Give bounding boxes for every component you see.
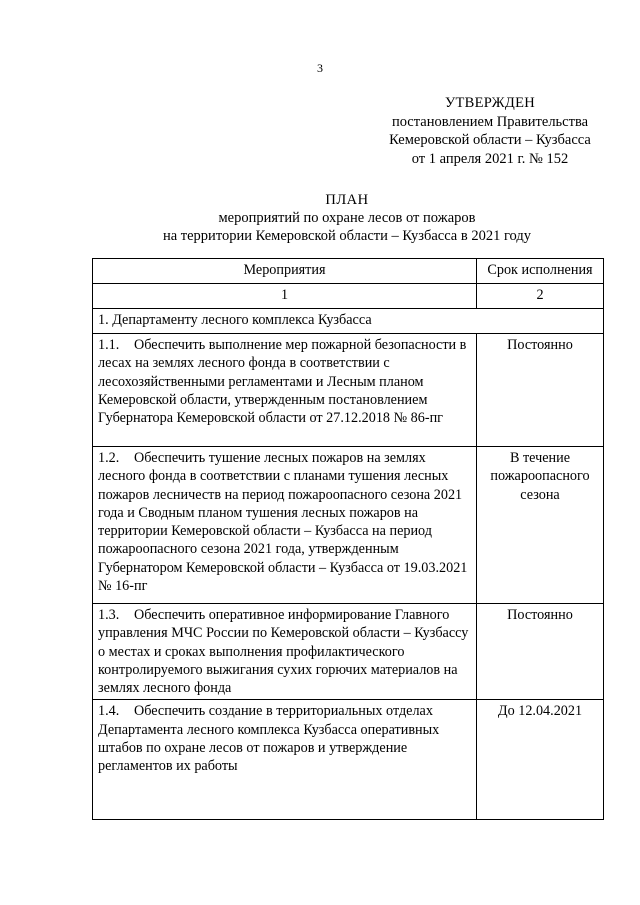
title-subtitle: на территории Кемеровской области – Кузбасса в 2021 году [162,228,532,244]
table-row [93,604,604,700]
section-title: 1. Департаменту лесного комплекса Кузбасса [93,309,604,334]
column-header-deadline: Срок исполнения [477,259,604,284]
deadline-cell: Постоянно [477,604,604,700]
column-header-activities: Мероприятия [93,259,477,284]
section-row [93,309,604,334]
column-number-row [93,284,604,309]
approval-line: Кемеровской области – Кузбасса [389,132,591,148]
deadline-cell: В течение пожароопасного сезона [477,447,604,604]
document-title [92,191,602,245]
activity-cell [93,334,477,447]
deadline-cell: Постоянно [477,334,604,447]
item-number: 1.1. [98,337,120,353]
activity-text: Обеспечить оперативное информирование Главного управления МЧС России по Кемеровской области – Кузбассу о местах и сроках выполнения профилактического контролируемого выжигания сухих горючих материалов на землях лесного фонда [98,607,469,697]
approval-heading: УТВЕРЖДЕН [444,95,536,111]
title-plan: ПЛАН [325,192,369,208]
column-number: 2 [477,284,604,309]
table-header-row [93,259,604,284]
activity-text: Обеспечить тушение лесных пожаров на землях лесного фонда в соответствии с планами тушения лесных пожаров лесничеств на период пожароопасного сезона 2021 года и Сводным планом тушения лесных пожаров на территории Кемеровской области – Кузбасса на период пожароопасного сезона 2021 года, утвержденным Губернатором Кемеровской области – Кузбасса от 19.03.2021 № 16-пг [98,450,468,595]
activity-text: Обеспечить выполнение мер пожарной безопасности в лесах на землях лесного фонда в соответствии с лесохозяйственными регламентами и Лесным планом Кемеровской области, утвержденным постановлением Губернатора Кемеровской области от 27.12.2018 № 86-пг [98,337,467,427]
approval-block [370,94,610,168]
title-subtitle: мероприятий по охране лесов от пожаров [218,210,476,226]
approval-line: от 1 апреля 2021 г. № 152 [411,150,569,167]
activity-cell [93,604,477,700]
plan-table [92,258,604,820]
item-number: 1.2. [98,450,120,466]
approval-line: постановлением Правительства [391,113,589,130]
activity-cell [93,700,477,820]
column-number: 1 [93,284,477,309]
table-row [93,447,604,604]
item-number: 1.4. [98,703,120,720]
table-row [93,700,604,820]
page-number: 3 [317,61,323,75]
table-row [93,334,604,447]
activity-text: Обеспечить создание в территориальных отделах Департамента лесного комплекса Кузбасса оперативных штабов по охране лесов от пожаров и утверждение регламентов их работы [98,703,440,775]
activity-cell [93,447,477,604]
deadline-cell: До 12.04.2021 [477,700,604,820]
item-number: 1.3. [98,607,120,623]
